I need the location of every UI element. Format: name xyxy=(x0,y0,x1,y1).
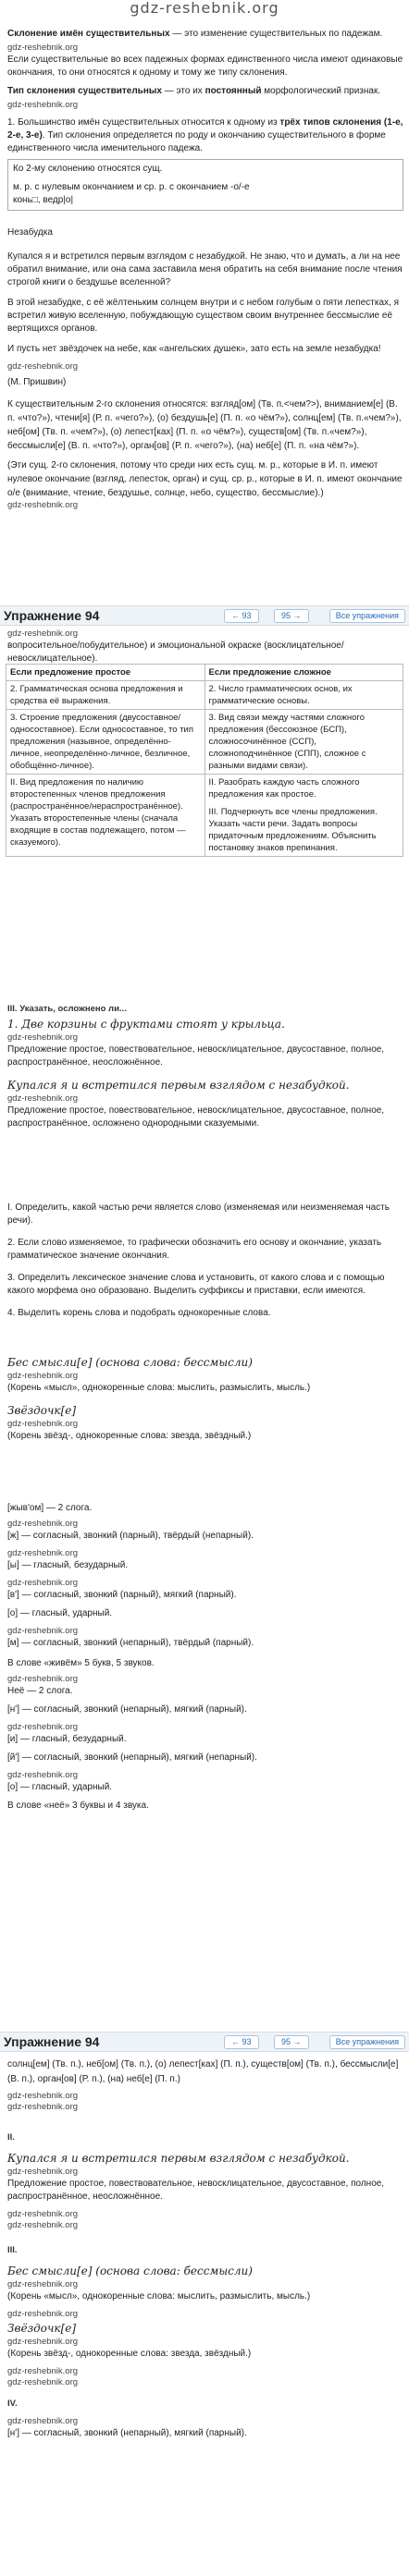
intro-definition: — это изменение существительных по падежам. xyxy=(169,29,383,39)
text-section xyxy=(7,226,403,389)
analysis-paragraph: солнц[ем] (Тв. п.), неб[ом] (Тв. п.), (о) лепест[ках] (П. п.), существ[ом] (Тв. п.), бессмысли[е] (В. п.), орган[ов] (Р. п.), (на) неб[е] (П. п.) xyxy=(7,2059,399,2084)
watermark: gdz-reshebnik.org xyxy=(7,2416,79,2426)
watermark: gdz-reshebnik.org xyxy=(7,2279,79,2289)
section-label: IV. xyxy=(7,2399,18,2409)
all-exercises-link[interactable]: Все упражнения xyxy=(329,609,405,623)
phonetic-summary: В слове «неё» 3 буквы и 4 звука. xyxy=(7,1801,149,1811)
intro-term: постоянный xyxy=(204,86,262,96)
section-label: II. xyxy=(7,2132,15,2143)
step-item: 3. Определить лексическое значение слова и установить, от какого слова и с помощью какого морфема оно образовано. Выделить суффиксы и приставки, если имеются. xyxy=(7,1273,385,1296)
watermark: gdz-reshebnik.org xyxy=(7,2220,79,2230)
phonetic-section xyxy=(7,1502,403,1813)
phonetic-item: [ы] — гласный, безударный. xyxy=(7,1560,129,1570)
watermark: gdz-reshebnik.org xyxy=(7,1578,79,1588)
sentence-description: Предложение простое, повествовательное, невосклицательное, двусоставное, полное, распространённое, осложнено однородными сказуемыми. xyxy=(7,1105,385,1129)
watermark: gdz-reshebnik.org xyxy=(7,629,79,639)
watermark: gdz-reshebnik.org xyxy=(7,2309,79,2319)
text-title: Незабудка xyxy=(7,227,53,238)
exercise-header xyxy=(0,605,409,626)
parsed-word: Бес смысли[е] (основа слова: бессмысли) xyxy=(7,1356,253,1369)
word-note: (Корень звёзд-, однокоренные слова: звезда, звёздный.) xyxy=(7,2349,252,2359)
rule-box xyxy=(7,159,403,211)
step-item: 2. Если слово изменяемое, то графически обозначить его основу и окончание, указать грамматическое значение окончания. xyxy=(7,1238,382,1261)
text-paragraph: Купался я и встретился первым взглядом с незабудкой. Не знаю, что и думать, а ли на нее обратил внимание, или она сама заставила меня обратить на себя внимание после чтения строгой книги о бездушье вселенной? xyxy=(7,251,403,287)
section-label: III. Указать, осложнено ли... xyxy=(7,1004,127,1014)
intro-paragraph: Если существительные во всех падежных формах единственного числа имеют одинаковые окончания, то они относятся к одному и тому же типу склонения. xyxy=(7,55,403,78)
sentence-description: Предложение простое, повествовательное, невосклицательное, двусоставное, полное, распространённое, неосложнённое. xyxy=(7,1044,385,1068)
intro-text: морфологический признак. xyxy=(261,86,381,96)
repeat-section xyxy=(7,2057,403,2440)
exercise-title: Упражнение 94 xyxy=(4,2034,100,2049)
table-cell xyxy=(204,775,403,857)
intro-section xyxy=(7,28,403,214)
table-cell-text: III. Подчеркнуть все члены предложения. Указать части речи. Задать вопросы придаточным предложениям. Объяснить постановку знаков препинания. xyxy=(208,807,378,853)
next-exercise-number: 95 xyxy=(281,2037,291,2046)
text-paragraph: В этой незабудке, с её жёлтеньким солнцем внутри и с небом голубым о пяти лепестках, я встретил живую вселенную, побуждающую существом своим внутреннее бессмыслие её вертящихся органов. xyxy=(7,298,400,334)
table-cell: 3. Вид связи между частями сложного предложения (бессоюзное (БСП), сложносочинённое (ССП), сложноподчинённое (СПП), сложное с разными видами связи). xyxy=(204,710,403,775)
text-paragraph: И пусть нет звёздочек на небе, как «ангельских душек», зато есть на земле незабудка! xyxy=(7,344,381,354)
word-note: (Корень звёзд-, однокоренные слова: звезда, звёздный.) xyxy=(7,1431,252,1441)
section-label: III. xyxy=(7,2245,18,2255)
prev-exercise-number: 93 xyxy=(242,611,252,620)
exercise-text: вопросительное/побудительное) и эмоциональной окраске (восклицательное/невосклицательное). xyxy=(7,641,344,664)
site-logo: gdz-reshebnik.org xyxy=(130,0,279,17)
exercise-intro xyxy=(7,629,403,665)
watermark: gdz-reshebnik.org xyxy=(7,1032,79,1043)
table-header: Если предложение сложное xyxy=(204,665,403,681)
prev-exercise-number: 93 xyxy=(242,2037,252,2046)
word-note: (Корень «мысл», однокоренные слова: мыслить, размыслить, мысль.) xyxy=(7,2291,311,2301)
phonetic-item: [и] — гласный, безударный. xyxy=(7,1734,127,1744)
watermark: gdz-reshebnik.org xyxy=(7,1548,79,1558)
rule-box-example: конь□, ведр|о| xyxy=(13,195,74,205)
intro-term: Склонение имён существительных xyxy=(7,29,170,39)
intro-term: Тип склонения существительных xyxy=(7,86,162,96)
watermark: gdz-reshebnik.org xyxy=(7,500,79,510)
phonetic-item: [о] — гласный, ударный. xyxy=(7,1608,113,1618)
rule-box-title: Ко 2-му склонению относятся сущ. xyxy=(13,164,163,174)
watermark: gdz-reshebnik.org xyxy=(7,100,79,110)
table-cell: 2. Число грамматических основ, их грамматические основы. xyxy=(204,681,403,710)
prev-exercise-button[interactable]: ← 93 xyxy=(224,609,259,623)
parsed-sentence: 1. Две корзины с фруктами стоят у крыльца. xyxy=(7,1018,285,1031)
watermark: gdz-reshebnik.org xyxy=(7,1770,79,1780)
analysis-paragraph: (Эти сущ. 2-го склонения, потому что среди них есть сущ. м. р., которые в И. п. имеют нулевое окончание (взгляд, лепесток, орган) и сущ. ср. р., которые в И. п. имеют окончание о/е (внимание, чтение, бездушье, солнце, небо, существо, бессмыслие).) xyxy=(7,460,403,498)
parsed-word: Звёздочк[е] xyxy=(7,1404,77,1417)
phonetic-item: [м] — согласный, звонкий (непарный), твёрдый (парный). xyxy=(7,1638,254,1648)
intro-text: . Тип склонения определяется по роду и окончанию существительного в форме единственного числа именительного падежа. xyxy=(7,130,386,153)
exercise-header-repeat xyxy=(0,2032,409,2052)
next-exercise-button[interactable]: 95 → xyxy=(274,2035,309,2049)
phonetic-item: [н'] — согласный, звонкий (непарный), мягкий (парный). xyxy=(7,1704,247,1715)
word-note: (Корень «мысл», однокоренные слова: мыслить, размыслить, мысль.) xyxy=(7,1383,311,1393)
sentence-description: Предложение простое, повествовательное, невосклицательное, двусоставное, полное, распространённое, неосложнённое. xyxy=(7,2179,385,2202)
next-exercise-number: 95 xyxy=(281,611,291,620)
intro-text: — это их xyxy=(161,86,205,96)
step-item: 4. Выделить корень слова и подобрать однокоренные слова. xyxy=(7,1308,271,1318)
text-author: (М. Пришвин) xyxy=(7,377,67,387)
watermark: gdz-reshebnik.org xyxy=(7,1722,79,1732)
watermark: gdz-reshebnik.org xyxy=(7,1674,79,1684)
watermark: gdz-reshebnik.org xyxy=(7,1093,79,1104)
watermark: gdz-reshebnik.org xyxy=(7,2102,79,2112)
watermark: gdz-reshebnik.org xyxy=(7,2209,79,2219)
table-cell: 2. Грамматическая основа предложения и средства её выражения. xyxy=(6,681,205,710)
watermark: gdz-reshebnik.org xyxy=(7,1371,79,1381)
step-item: I. Определить, какой частью речи является слово (изменяемая или неизменяемая часть речи). xyxy=(7,1203,390,1226)
watermark: gdz-reshebnik.org xyxy=(7,2167,79,2177)
phonetic-heading: [жыв'ом] — 2 слога. xyxy=(7,1503,93,1513)
prev-exercise-button[interactable]: ← 93 xyxy=(224,2035,259,2049)
watermark: gdz-reshebnik.org xyxy=(7,43,79,53)
phonetic-item: [в'] — согласный, звонкий (парный), мягкий (парный). xyxy=(7,1590,237,1600)
watermark: gdz-reshebnik.org xyxy=(7,2366,79,2376)
steps-section xyxy=(7,1202,403,1329)
table-cell-text: II. Разобрать каждую часть сложного предложения как простое. xyxy=(208,777,360,800)
exercise-title: Упражнение 94 xyxy=(4,608,100,623)
phonetic-summary: В слове «живём» 5 букв, 5 звуков. xyxy=(7,1658,155,1668)
phonetic-item: [й'] — согласный, звонкий (непарный), мягкий (непарный). xyxy=(7,1752,257,1763)
sentence-analysis-section xyxy=(7,1003,403,1138)
watermark: gdz-reshebnik.org xyxy=(7,361,79,372)
parsed-word: Бес смысли[е] (основа слова: бессмысли) xyxy=(7,2265,253,2277)
phonetic-item: [н'] — согласный, звонкий (непарный), мягкий (парный). xyxy=(7,2428,247,2438)
watermark: gdz-reshebnik.org xyxy=(7,1626,79,1636)
intro-term: трёх типов склонения (1-е, 2-е, 3-е) xyxy=(7,117,403,140)
parsed-sentence: Купался я и встретился первым взглядом с незабудкой. xyxy=(7,2152,350,2165)
parsed-word: Звёздочк[е] xyxy=(7,2322,77,2335)
watermark: gdz-reshebnik.org xyxy=(7,2337,79,2347)
analysis-section xyxy=(7,397,403,511)
parse-table xyxy=(6,664,403,857)
watermark: gdz-reshebnik.org xyxy=(7,2091,79,2101)
all-exercises-link[interactable]: Все упражнения xyxy=(329,2035,405,2049)
watermark: gdz-reshebnik.org xyxy=(7,2377,79,2387)
rule-box-rule: м. р. с нулевым окончанием и ср. р. с окончанием -о/-е xyxy=(13,182,250,192)
parsed-sentence: Купался я и встретился первым взглядом с незабудкой. xyxy=(7,1079,350,1092)
phonetic-heading: Неё — 2 слога. xyxy=(7,1686,73,1696)
phonetic-item: [ж] — согласный, звонкий (парный), твёрдый (непарный). xyxy=(7,1531,254,1541)
table-cell: II. Вид предложения по наличию второстепенных членов предложения (распространённое/нераспространённое). Указать второстепенные члены (сначала входящие в состав подлежащего, потом — сказуемого). xyxy=(6,775,205,857)
table-cell: 3. Строение предложения (двусоставное/односоставное). Если односоставное, то тип предложения (назывное, определённо-личное, неопределённо-личное, безличное, обобщённо-личное). xyxy=(6,710,205,775)
watermark: gdz-reshebnik.org xyxy=(7,1519,79,1529)
intro-text: 1. Большинство имён существительных относится к одному из xyxy=(7,117,280,128)
watermark: gdz-reshebnik.org xyxy=(7,1419,79,1429)
analysis-paragraph: К существительным 2-го склонения относятся: взгляд[ом] (Тв. п.<чем?>), вниманием[е] (В. п. «что?»), чтени[я] (Р. п. «чего?»), (о) бездушь[е] (П. п. «о чём?»), солнц[ем] (Тв. п.«чем?»), неб[ом] (Тв. п. «чем?»), (о) лепест[ках] (П. п. «о чём?»), существ[ом] (Тв. п.«чем?»), бессмысли[е] (В. п. «что?»), орган[ов] (Р. п. «чего?»), (на) неб[е] (П. п. «на чём?»). xyxy=(7,399,402,451)
next-exercise-button[interactable]: 95 → xyxy=(274,609,309,623)
table-header: Если предложение простое xyxy=(6,665,205,681)
word-parse-section xyxy=(7,1354,403,1450)
phonetic-item: [о] — гласный, ударный. xyxy=(7,1782,113,1792)
